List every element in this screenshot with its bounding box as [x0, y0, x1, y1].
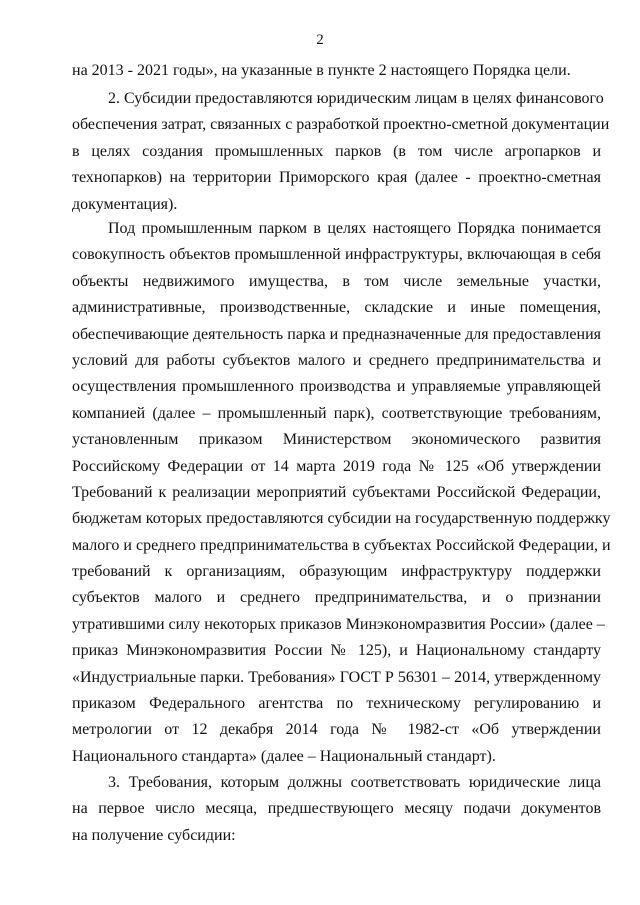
text-line: субъектов малого и среднего предпринимательства, и о признании — [72, 589, 601, 607]
text-line: установленным приказом Министерством экономического развития — [72, 431, 601, 449]
paragraph-industrial-park-definition — [72, 216, 611, 770]
text-line: Требований к реализации мероприятий субъектами Российской Федерации, — [72, 483, 601, 501]
text-line: на получение субсидии: — [72, 826, 236, 844]
text-line: требований к организациям, образующим инфраструктуру поддержки — [72, 563, 601, 581]
text-line: обеспечения затрат, связанных с разработкой проектно-сметной документации — [72, 116, 610, 134]
text-line: технопарков) на территории Приморского края (далее - проектно-сметная — [72, 169, 601, 187]
paragraph-item-2 — [72, 86, 610, 218]
text-line: приказ Минэкономразвития России № 125), и Национальному стандарту — [72, 642, 601, 660]
text-line: на 2013 - 2021 годы», на указанные в пункте 2 настоящего Порядка цели. — [72, 62, 571, 79]
text-line: компанией (далее – промышленный парк), соответствующие требованиям, — [72, 404, 601, 422]
paragraph-item-3 — [72, 770, 601, 849]
text-line: совокупность объектов промышленной инфраструктуры, включающая в себя — [72, 246, 601, 264]
page-number: 2 — [316, 32, 324, 48]
text-line: осуществления промышленного производства и управляемые управляющей — [72, 378, 601, 396]
text-line: бюджетам которых предоставляются субсидии на государственную поддержку — [72, 510, 611, 528]
text-line: Национального стандарта» (далее – Национальный стандарт). — [72, 747, 496, 765]
text-line: объекты недвижимого имущества, в том числе земельные участки, — [72, 272, 601, 290]
text-line: «Индустриальные парки. Требования» ГОСТ Р 56301 – 2014, утвержденному — [72, 668, 601, 686]
text-line: Российскому Федерации от 14 марта 2019 года № 125 «Об утверждении — [72, 457, 601, 475]
text-line: 2. Субсидии предоставляются юридическим лицам в целях финансового — [108, 90, 604, 107]
text-line: административные, производственные, складские и иные помещения, — [72, 299, 601, 317]
text-line: условий для работы субъектов малого и среднего предпринимательства и — [72, 351, 601, 369]
text-line: 3. Требования, которым должны соответствовать юридические лица — [108, 774, 601, 791]
text-line: документация). — [72, 195, 178, 213]
text-line: на первое число месяца, предшествующего месяцу подачи документов — [72, 800, 601, 818]
text-line: малого и среднего предпринимательства в субъектах Российской Федерации, и — [72, 536, 611, 554]
paragraph-continuation — [72, 58, 601, 84]
text-line: метрологии от 12 декабря 2014 года № 1982-ст «Об утверждении — [72, 721, 601, 739]
text-line: приказом Федерального агентства по техническому регулированию и — [72, 695, 601, 713]
text-line: утратившими силу некоторых приказов Минэкономразвития России» (далее – — [72, 615, 605, 633]
text-line: обеспечивающие деятельность парка и предназначенные для предоставления — [72, 325, 601, 343]
text-line: Под промышленным парком в целях настоящего Порядка понимается — [108, 220, 601, 237]
text-line: в целях создания промышленных парков (в том числе агропарков и — [72, 142, 601, 160]
